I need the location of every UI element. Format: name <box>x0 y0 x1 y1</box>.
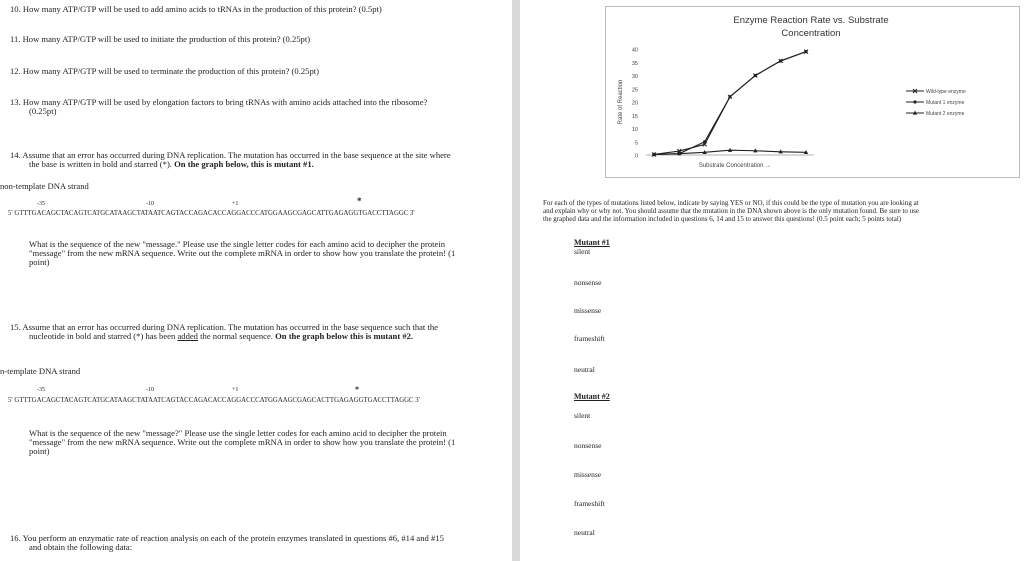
sequence-question-1-line2: "message" from the new mRNA sequence. Write out the complete mRNA in order to show how you translate the protein! (1 <box>29 248 456 258</box>
instructions-line1: For each of the types of mutations listed below, indicate by saying YES or NO, if this could be the type of mutation you are looking at <box>543 199 919 207</box>
question-10: 10. How many ATP/GTP will be used to add amino acids to tRNAs in the production of this protein? (0.5pt) <box>10 4 382 14</box>
y-tick-label: 10 <box>631 127 638 133</box>
legend-label-1: Wild-type enzyme <box>926 89 966 95</box>
m2-nonsense: nonsense <box>574 441 602 450</box>
question-15-line2 <box>29 331 413 341</box>
question-12: 12. How many ATP/GTP will be used to terminate the production of this protein? (0.25pt) <box>10 66 320 76</box>
question-15: 15. Assume that an error has occurred during DNA replication. The mutation has occurred in the base sequence such that the <box>10 322 438 332</box>
m1-frameshift: frameshift <box>574 334 605 343</box>
worksheet-right-page <box>520 0 1024 561</box>
mutant-1-heading: Mutant #1 <box>574 238 610 247</box>
marker-minus-35-2: -35 <box>37 387 45 393</box>
legend-label-3: Mutant 2 enzyme <box>926 111 965 117</box>
data-point-2 <box>779 59 782 62</box>
y-tick-label: 30 <box>631 74 638 80</box>
y-tick-label: 0 <box>634 153 638 160</box>
question-13-points: (0.25pt) <box>29 106 57 116</box>
dna-sequence-2: 5' GTTTGACAGCTACAGTCATGCATAAGCTATAATCAGTACCAGACACCAGGACCCATGGAAGCGAGCACTTGAGAGGTGACCTTAGGC 3' <box>8 397 420 404</box>
sequence-question-2: What is the sequence of the new "message?" Please use the single letter codes for each amino acid to decipher the protein <box>29 428 447 438</box>
question-16-line2: and obtain the following data: <box>29 542 133 552</box>
dna-sequence-1: 5' GTTTGACAGCTACAGTCATGCATAAGCTATAATCAGTACCAGACACCAGGACCCATGGAAGCGAGCATTGAGAGGTGACCTTAGGC 3' <box>8 210 415 217</box>
sequence-question-2-line3: point) <box>29 446 50 456</box>
m1-missense: missense <box>574 306 602 315</box>
question-14-line2 <box>29 159 314 169</box>
m1-nonsense: nonsense <box>574 278 602 287</box>
y-tick-label: 5 <box>634 140 638 147</box>
question-15-text-2: the normal sequence. <box>200 331 273 341</box>
m2-neutral: neutral <box>574 528 595 537</box>
sequence-question-1: What is the sequence of the new "message." Please use the single letter codes for each amino acid to decipher the protein <box>29 239 446 249</box>
mutant-2-note: On the graph below this is mutant #2. <box>275 331 414 341</box>
question-14-text: the base is written in bold and starred (*). <box>29 159 172 169</box>
question-11: 11. How many ATP/GTP will be used to initiate the production of this protein? (0.25pt) <box>10 34 311 44</box>
y-tick-label: 25 <box>631 87 638 94</box>
marker-minus-10-2: -10 <box>146 387 154 393</box>
mutation-star-2: * <box>355 385 359 394</box>
data-point-2 <box>754 74 757 77</box>
marker-plus-1-1: +1 <box>232 201 239 207</box>
data-point-2 <box>728 95 731 98</box>
legend-marker-2 <box>913 100 916 103</box>
y-tick-label: 15 <box>631 113 638 120</box>
sequence-question-2-line2: "message" from the new mRNA sequence. Write out the complete mRNA in order to show how you translate the protein! (1 <box>29 437 456 447</box>
strand-1-label: non-template DNA strand <box>0 181 89 191</box>
instructions-line2: and explain why or why not. You should assume that the mutation in the DNA shown above is the only mutation found. Be sure to use <box>543 207 920 215</box>
marker-plus-1-2: +1 <box>232 387 239 393</box>
y-tick-label: 20 <box>631 100 638 107</box>
chart-title-line: Concentration <box>781 28 841 39</box>
marker-minus-10-1: -10 <box>146 201 154 207</box>
question-15-text: nucleotide in bold and starred (*) has been <box>29 331 176 341</box>
added-word: added <box>177 331 198 341</box>
data-point-2 <box>804 50 807 53</box>
m2-missense: missense <box>574 470 602 479</box>
chart-title-line: Enzyme Reaction Rate vs. Substrate <box>733 15 889 26</box>
series-line-2 <box>654 52 806 155</box>
m1-neutral: neutral <box>574 365 595 374</box>
series-line-1 <box>654 52 806 155</box>
m1-silent: silent <box>574 247 591 256</box>
strand-2-label: n-template DNA strand <box>0 366 81 376</box>
marker-minus-35-1: -35 <box>37 201 45 207</box>
y-tick-label: 35 <box>631 60 638 67</box>
mutation-star-1: * <box>357 196 362 206</box>
y-axis-label: Rate of Reaction <box>618 79 624 125</box>
question-14: 14. Assume that an error has occurred during DNA replication. The mutation has occurred in the base sequence at the site where <box>10 150 451 160</box>
y-tick-label: 40 <box>631 47 638 54</box>
x-axis-label: Substrate Concentration → <box>698 163 772 169</box>
question-16: 16. You perform an enzymatic rate of reaction analysis on each of the protein enzymes translated in questions #6, #14 and #15 <box>10 533 444 543</box>
question-13: 13. How many ATP/GTP will be used by elongation factors to bring tRNAs with amino acids attached into the ribosome? <box>10 97 428 107</box>
m2-silent: silent <box>574 411 591 420</box>
mutant-2-heading: Mutant #2 <box>574 392 610 401</box>
legend-label-2: Mutant 1 enzyme <box>926 100 965 106</box>
mutant-1-note: On the graph below, this is mutant #1. <box>174 159 314 169</box>
data-point-2 <box>703 140 706 143</box>
enzyme-rate-chart <box>605 6 1020 178</box>
instructions-line3: the graphed data and the information included in questions 6, 14 and 15 to answer this questions! (0.5 point each; 5 points total) <box>543 215 902 223</box>
sequence-question-1-line3: point) <box>29 257 50 267</box>
m2-frameshift: frameshift <box>574 499 605 508</box>
chart-canvas <box>606 7 1019 177</box>
